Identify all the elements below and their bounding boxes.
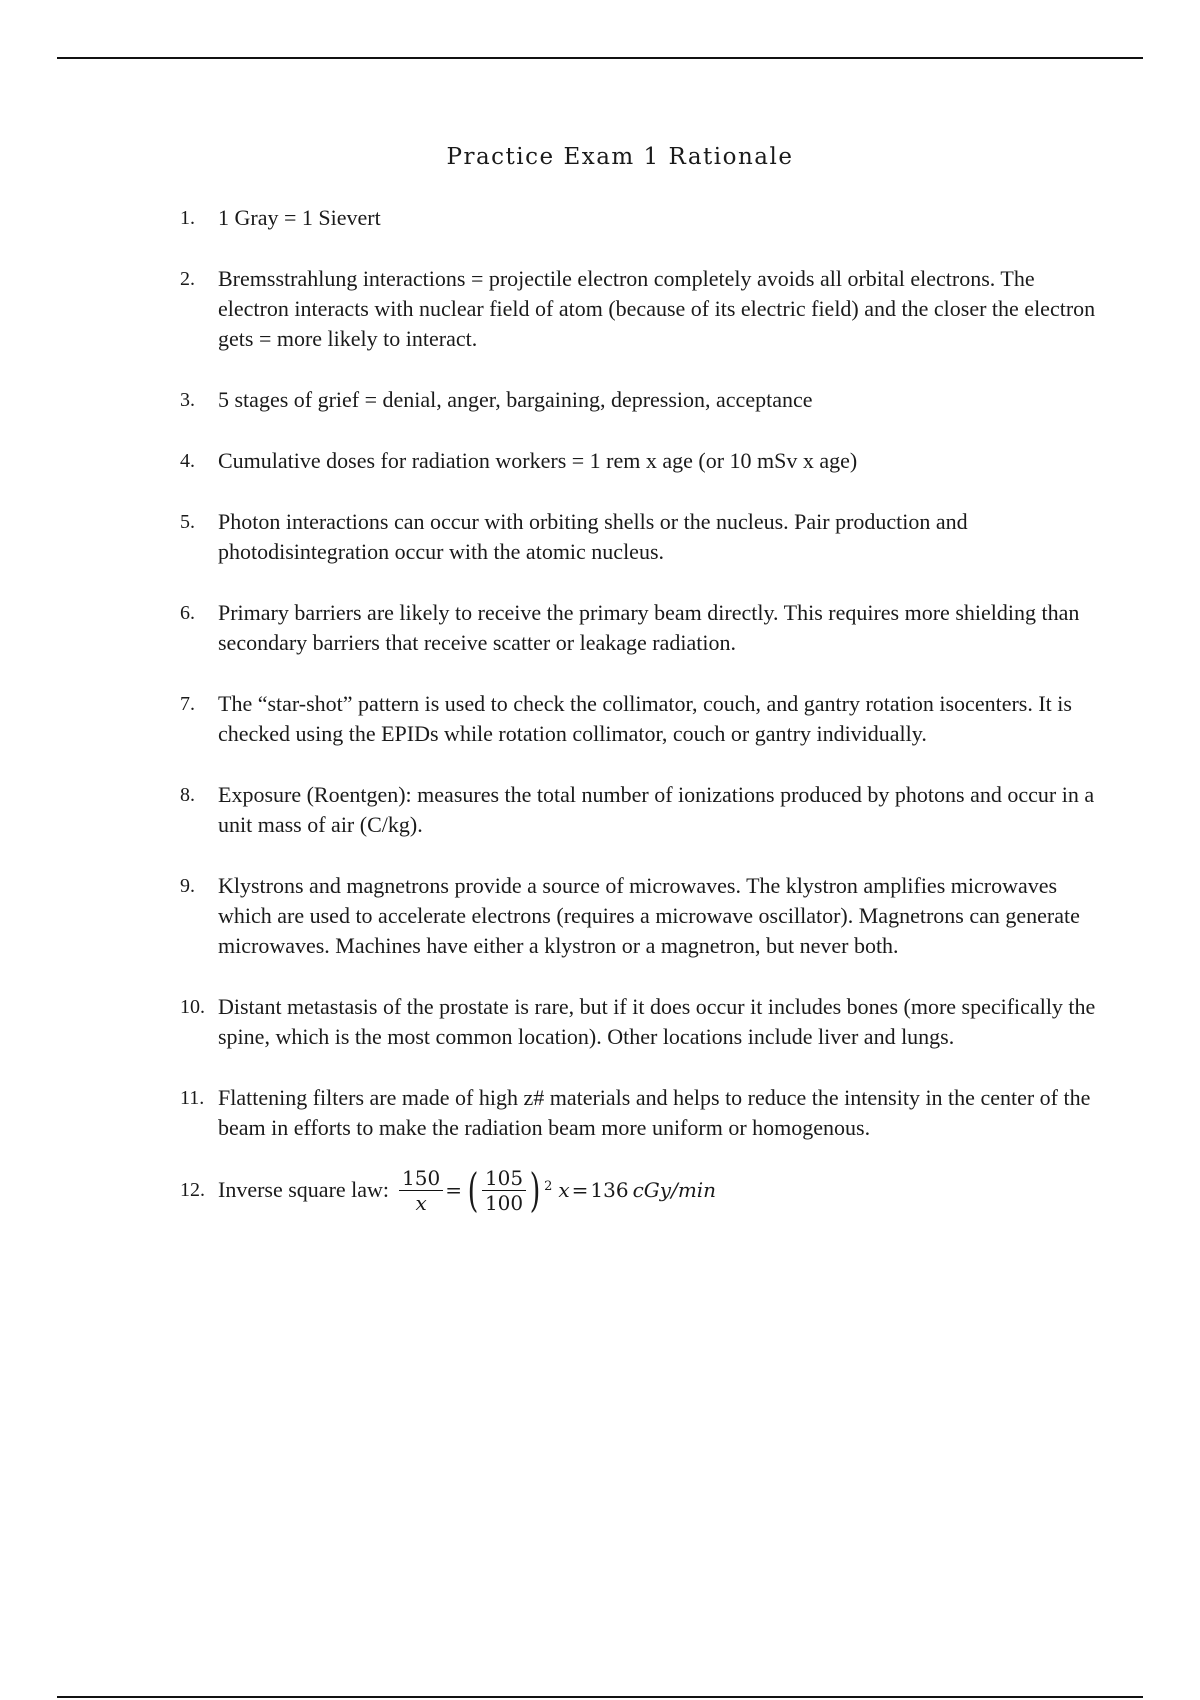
formula-label: Inverse square law:	[218, 1177, 390, 1202]
lhs-fraction	[399, 1166, 443, 1215]
exponent: 2	[544, 1178, 553, 1194]
item-number: 1.	[180, 207, 195, 229]
header-rule	[57, 57, 1143, 59]
page-title: Practice Exam 1 Rationale	[446, 144, 794, 170]
list-item	[180, 871, 1100, 961]
item-number: 2.	[180, 268, 195, 290]
list-item	[180, 598, 1100, 658]
item-number: 7.	[180, 693, 195, 715]
list-item	[180, 689, 1100, 749]
left-paren: (	[467, 1163, 479, 1217]
list-item	[180, 264, 1100, 354]
list-item	[180, 1083, 1100, 1143]
item-number: 12.	[180, 1179, 205, 1201]
result-equals-sign: =	[571, 1178, 589, 1202]
item-text: Flattening filters are made of high z# materials and helps to reduce the intensity in the center of the beam in efforts to make the radiation beam more uniform or homogenous.	[218, 1085, 1091, 1140]
item-text: Distant metastasis of the prostate is rare, but if it does occur it includes bones (more specifically the spine, which is the most common location). Other locations include liver and lungs.	[218, 994, 1096, 1049]
item-number: 4.	[180, 450, 195, 472]
item-number: 5.	[180, 511, 195, 533]
item-text: Exposure (Roentgen): measures the total number of ionizations produced by photons and occur in a unit mass of air (C/kg).	[218, 782, 1095, 837]
item-number: 10.	[180, 996, 205, 1018]
lhs-denominator: x	[415, 1190, 427, 1215]
rhs-numerator: 105	[482, 1166, 526, 1191]
result-unit: cGy/min	[632, 1178, 717, 1202]
item-text: The “star-shot” pattern is used to check the collimator, couch, and gantry rotation isocenters. It is checked using the EPIDs while rotation collimator, couch or gantry individually.	[218, 691, 1072, 746]
item-text: Photon interactions can occur with orbiting shells or the nucleus. Pair production and photodisintegration occur with the atomic nucleus.	[218, 509, 968, 564]
item-text: 5 stages of grief = denial, anger, bargaining, depression, acceptance	[218, 387, 813, 412]
list-item	[180, 507, 1100, 567]
list-item	[180, 446, 1100, 476]
item-number: 3.	[180, 389, 195, 411]
formula-line	[218, 1160, 1100, 1220]
item-text: Klystrons and magnetrons provide a source of microwaves. The klystron amplifies microwaves which are used to accelerate electrons (requires a microwave oscillator). Magnetrons can generate microwaves. Machines have either a klystron or a magnetron, but never both.	[218, 873, 1080, 958]
item-text: 1 Gray = 1 Sievert	[218, 205, 381, 230]
inverse-square-formula	[399, 1163, 717, 1217]
equals-sign: =	[445, 1178, 462, 1202]
item-text: Cumulative doses for radiation workers = 1 rem x age (or 10 mSv x age)	[218, 448, 858, 473]
right-paren: )	[529, 1163, 541, 1217]
rhs-fraction	[482, 1166, 526, 1215]
item-text: Bremsstrahlung interactions = projectile electron completely avoids all orbital electrons. The electron interacts with nuclear field of atom (because of its electric field) and the closer the electron gets = more likely to interact.	[218, 266, 1096, 351]
footer-rule	[57, 1696, 1143, 1698]
list-item-formula	[180, 1160, 1100, 1220]
list-item	[180, 385, 1100, 415]
item-number: 6.	[180, 602, 195, 624]
rationale-list	[180, 203, 1100, 1251]
list-item	[180, 992, 1100, 1052]
list-item	[180, 780, 1100, 840]
rhs-denominator: 100	[484, 1190, 524, 1215]
result-value: 136	[590, 1178, 629, 1202]
list-item	[180, 203, 1100, 233]
item-number: 9.	[180, 875, 195, 897]
item-text: Primary barriers are likely to receive the primary beam directly. This requires more shielding than secondary barriers that receive scatter or leakage radiation.	[218, 600, 1080, 655]
result-variable: x	[558, 1178, 570, 1202]
lhs-numerator: 150	[399, 1166, 443, 1191]
item-number: 11.	[180, 1087, 205, 1109]
item-number: 8.	[180, 784, 195, 806]
